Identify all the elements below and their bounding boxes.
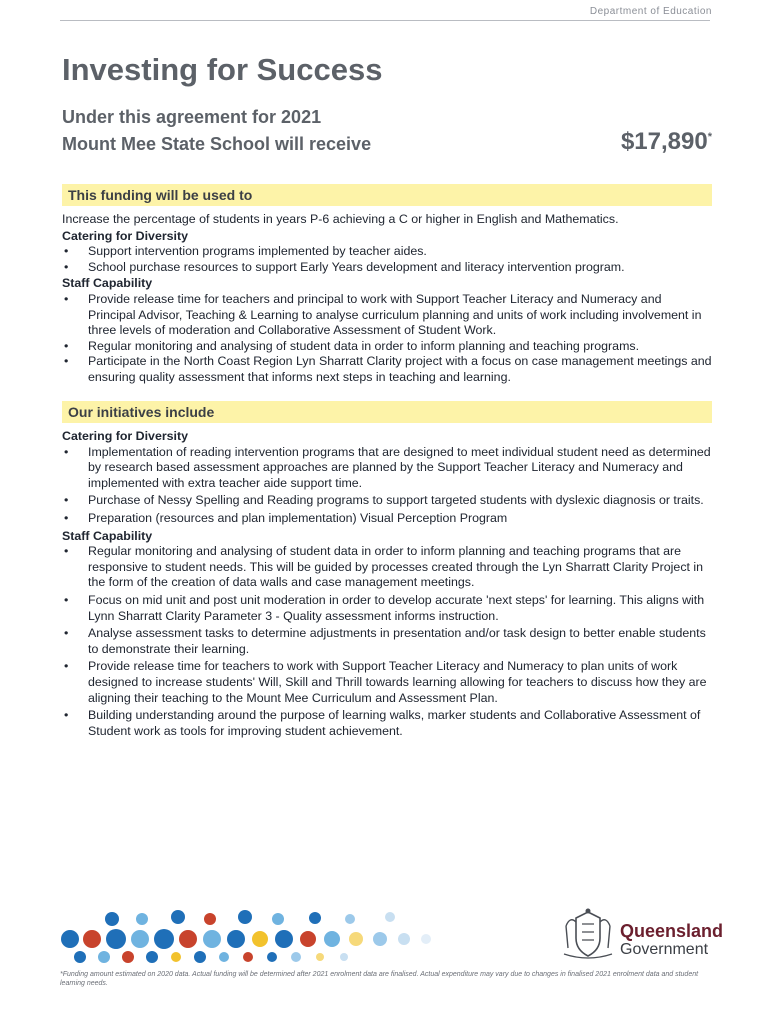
funding-heading-band (62, 184, 712, 206)
page-title: Investing for Success (62, 52, 383, 87)
list-item: • Building understanding around the purpose of learning walks, marker students and Collaborative Assessment of Student work as tools for improving student achievement. (62, 708, 712, 739)
funding-intro: Increase the percentage of students in years P-6 achieving a C or higher in English and Mathematics. (62, 212, 619, 226)
initiatives-group-title: Staff Capability (62, 528, 153, 543)
subtitle-line-2: Mount Mee State School will receive (62, 134, 372, 154)
dot-row-top (105, 910, 395, 926)
list-item: • Provide release time for teachers to work with Support Teacher Literacy and Numeracy to plan units of work designed to increase students' Will, Skill and Thrill towards learning allowing for teachers to discuss how they are aligning their teaching to the Mount Mee Curriculum and Assessment Plan. (62, 659, 712, 706)
dot-row-middle (61, 929, 431, 949)
list-item: • Analyse assessment tasks to determine adjustments in presentation and/or task design to better enable students to demonstrate their learning. (62, 626, 712, 657)
list-item: • Implementation of reading intervention programs that are designed to meet individual student need as determined by research based assessment approaches are planned by the Support Teacher Literacy and Numeracy and implemented with extra teacher aide support time. (62, 445, 712, 492)
funding-heading: This funding will be used to (68, 187, 253, 203)
funding-group-title: Catering for Diversity (62, 228, 189, 243)
funding-section (62, 212, 712, 386)
logo-text-government: Government (620, 941, 709, 958)
initiatives-group-list (62, 445, 712, 527)
department-label: Department of Education (589, 6, 712, 17)
subtitle-line-1: Under this agreement for 2021 (62, 107, 322, 127)
list-item: • Provide release time for teachers and principal to work with Support Teacher Literacy and Numeracy and Principal Advisor, Teaching & Learning to analyse curriculum planning and units of work including involvement in three levels of moderation and Collaborative Assessment of Student Work. (62, 292, 712, 339)
list-item: • School purchase resources to support Early Years development and literacy intervention program. (62, 260, 712, 276)
footnote: *Funding amount estimated on 2020 data. Actual funding will be determined after 2021 enrolment data are finalised. Actual expenditure may vary due to changes in finalised 2021 enrolment data and student learning needs. (60, 971, 699, 987)
list-item: • Preparation (resources and plan implementation) Visual Perception Program (62, 511, 712, 527)
list-item: • Participate in the North Coast Region Lyn Sharratt Clarity project with a focus on case management meetings and ensuring quality assessment that informs next steps in teaching and learning. (62, 354, 712, 385)
initiatives-heading: Our initiatives include (68, 404, 215, 420)
amount-value: $17,890 (620, 128, 708, 155)
amount-footnote-mark: * (707, 131, 712, 143)
list-item: • Regular monitoring and analysing of student data in order to inform planning and teaching programs. (62, 339, 712, 355)
funding-group-list (62, 244, 712, 275)
decorative-dot-pattern (60, 905, 440, 965)
funding-group-title: Staff Capability (62, 276, 153, 291)
list-item: • Purchase of Nessy Spelling and Reading programs to support targeted students with dyslexic diagnosis or traits. (62, 493, 712, 509)
list-item: • Support intervention programs implemented by teacher aides. (62, 244, 712, 260)
funding-group-list (62, 292, 712, 386)
list-item: • Focus on mid unit and post unit moderation in order to develop accurate 'next steps' for learning. This aligns with Lynn Sharratt Clarity Parameter 3 - Quality assessment informs instruction. (62, 593, 712, 624)
initiatives-heading-band (62, 401, 712, 423)
initiatives-group-title: Catering for Diversity (62, 429, 189, 443)
queensland-crest-icon (560, 908, 616, 960)
initiatives-group-list (62, 544, 712, 739)
funding-amount (621, 128, 712, 156)
top-rule (60, 20, 710, 21)
initiatives-section (62, 428, 712, 741)
list-item: • Regular monitoring and analysing of student data in order to inform planning and teaching programs that are responsive to student needs. This will be guided by processes created through the Lyn Sharratt Clarity Project in the form of the creation of data walls and case management meetings. (62, 544, 712, 591)
dot-row-bottom (74, 951, 348, 963)
logo-text-queensland: Queensland (620, 921, 724, 941)
